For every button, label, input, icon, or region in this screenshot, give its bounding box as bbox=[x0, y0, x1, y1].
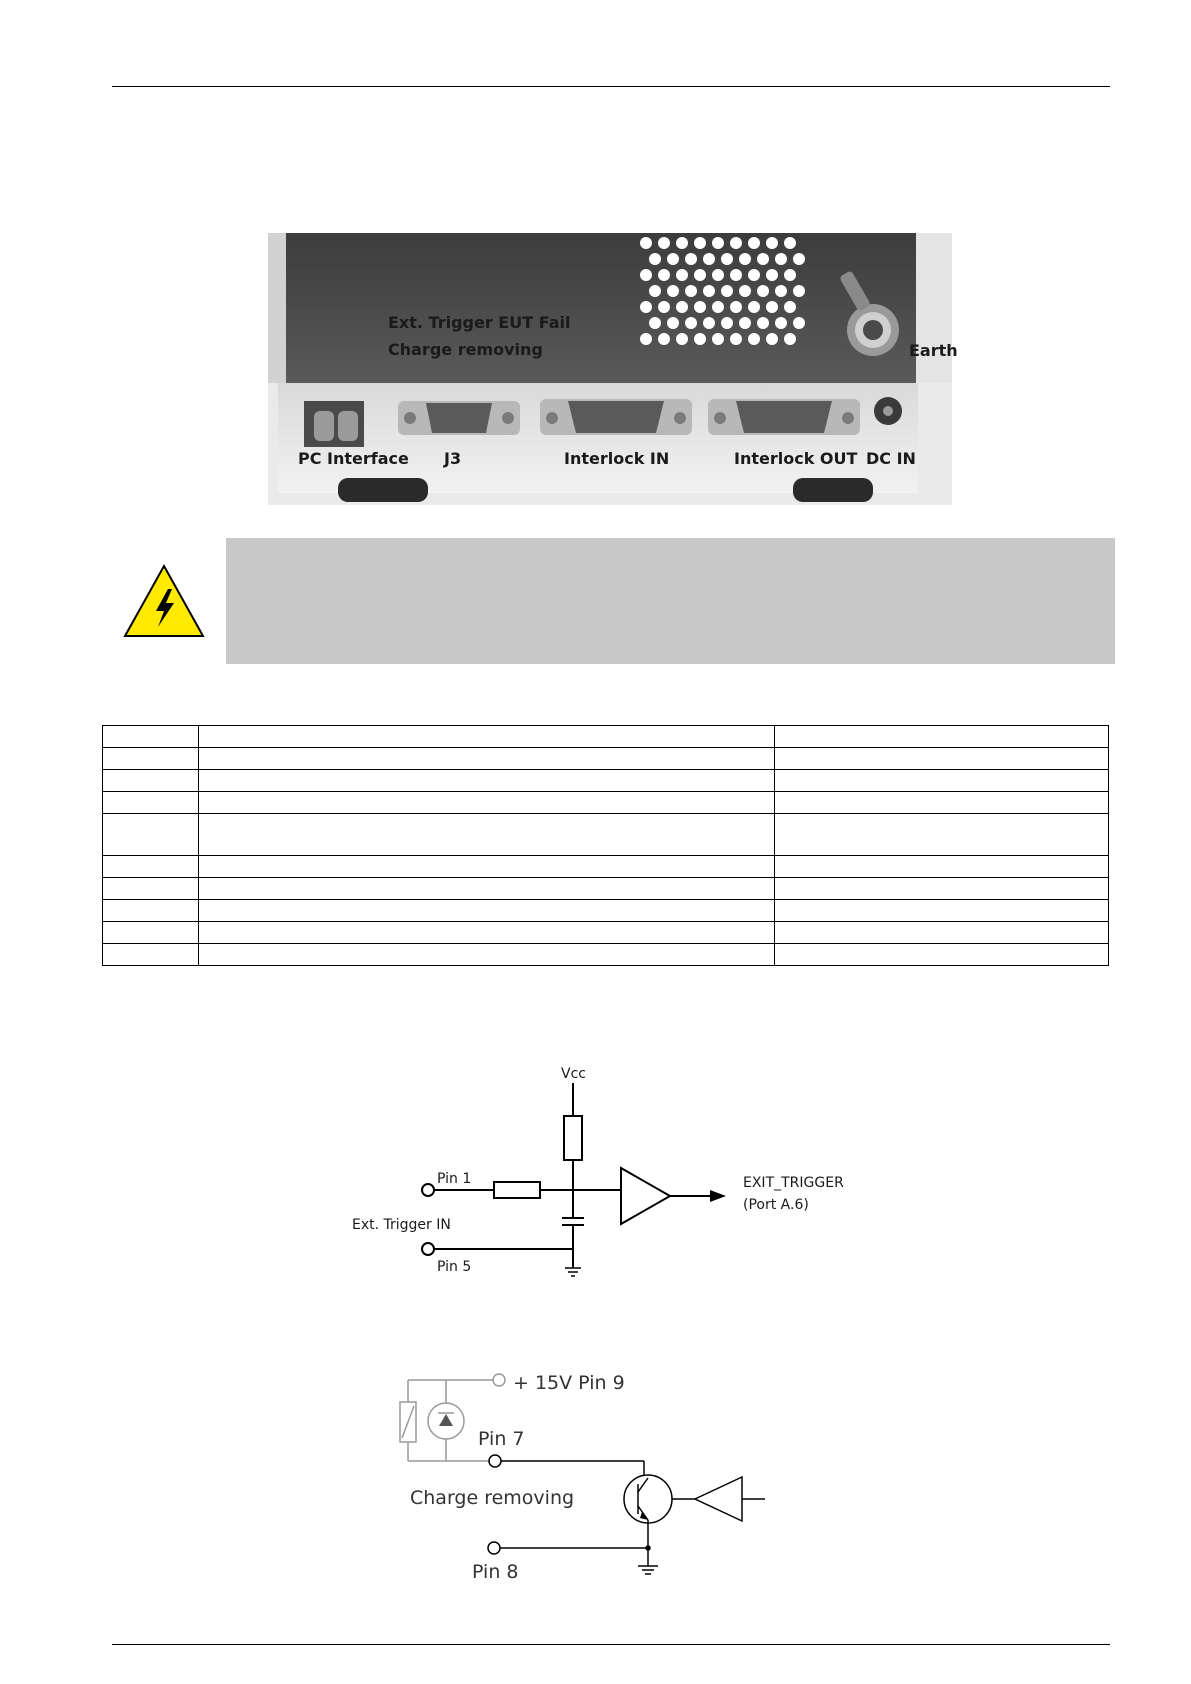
pin8-terminal bbox=[488, 1542, 500, 1554]
table-row bbox=[103, 922, 1109, 944]
pin1-terminal bbox=[422, 1184, 434, 1196]
pin-table bbox=[102, 725, 1109, 966]
table-cell bbox=[103, 878, 199, 900]
vent-hole bbox=[649, 253, 661, 265]
vent-hole bbox=[640, 333, 652, 345]
table-cell bbox=[199, 748, 775, 770]
vent-hole bbox=[793, 317, 805, 329]
label-ext-trigger: Ext. Trigger EUT Fail bbox=[388, 313, 571, 332]
pin7-terminal bbox=[489, 1455, 501, 1467]
vent-hole bbox=[676, 269, 688, 281]
vent-hole bbox=[730, 301, 742, 313]
vent-hole bbox=[712, 269, 724, 281]
vent-hole bbox=[703, 317, 715, 329]
vent-hole bbox=[748, 237, 760, 249]
series-resistor bbox=[494, 1182, 540, 1198]
vent-hole bbox=[676, 333, 688, 345]
table-row bbox=[103, 726, 1109, 748]
pin9-label: + 15V Pin 9 bbox=[513, 1372, 625, 1394]
vent-hole bbox=[640, 301, 652, 313]
vent-hole bbox=[694, 301, 706, 313]
vent-hole bbox=[775, 285, 787, 297]
vent-hole bbox=[649, 317, 661, 329]
vent-hole bbox=[658, 237, 670, 249]
table-cell bbox=[775, 856, 1109, 878]
vent-hole bbox=[721, 253, 733, 265]
vent-hole bbox=[703, 253, 715, 265]
vent-hole bbox=[730, 237, 742, 249]
table-cell bbox=[775, 770, 1109, 792]
pin5-terminal bbox=[422, 1243, 434, 1255]
vent-hole bbox=[757, 285, 769, 297]
vent-hole bbox=[694, 237, 706, 249]
vent-hole bbox=[694, 333, 706, 345]
high-voltage-warning-icon bbox=[122, 563, 206, 639]
label-pc-interface: PC Interface bbox=[298, 449, 409, 468]
vent-hole bbox=[640, 269, 652, 281]
pin5-label: Pin 5 bbox=[437, 1259, 472, 1275]
pin7-label: Pin 7 bbox=[478, 1428, 525, 1450]
vent-hole bbox=[721, 317, 733, 329]
table-cell bbox=[103, 856, 199, 878]
ext-trigger-circuit-diagram bbox=[340, 1058, 880, 1283]
transistor-icon bbox=[624, 1475, 672, 1523]
table-row bbox=[103, 814, 1109, 856]
table-cell bbox=[103, 770, 199, 792]
vent-hole bbox=[667, 285, 679, 297]
table-cell bbox=[199, 726, 775, 748]
device-rear-panel-photo bbox=[268, 233, 958, 505]
vent-hole bbox=[730, 333, 742, 345]
vent-hole bbox=[784, 333, 796, 345]
vent-hole bbox=[676, 237, 688, 249]
table-cell bbox=[775, 814, 1109, 856]
vent-hole bbox=[667, 317, 679, 329]
table-cell bbox=[103, 726, 199, 748]
label-interlock-out: Interlock OUT bbox=[734, 449, 858, 468]
vent-hole bbox=[793, 285, 805, 297]
label-interlock-in: Interlock IN bbox=[564, 449, 670, 468]
vent-hole bbox=[685, 285, 697, 297]
vent-hole bbox=[739, 317, 751, 329]
buffer-amplifier bbox=[621, 1168, 670, 1224]
ground-icon bbox=[638, 1566, 658, 1574]
output-arrow-icon bbox=[710, 1190, 726, 1202]
interlock-in-connector bbox=[540, 399, 692, 435]
table-cell bbox=[199, 856, 775, 878]
table-cell bbox=[103, 814, 199, 856]
vcc-label: Vcc bbox=[561, 1066, 586, 1082]
ext-trigger-in-label: Ext. Trigger IN bbox=[352, 1217, 451, 1233]
table-cell bbox=[775, 726, 1109, 748]
vent-hole bbox=[703, 285, 715, 297]
table-cell bbox=[199, 900, 775, 922]
warning-box bbox=[226, 538, 1115, 664]
vent-hole bbox=[784, 237, 796, 249]
driver-amplifier bbox=[695, 1477, 742, 1521]
vent-hole bbox=[712, 301, 724, 313]
vent-hole bbox=[712, 237, 724, 249]
vent-hole bbox=[739, 253, 751, 265]
vent-hole bbox=[685, 253, 697, 265]
label-j3: J3 bbox=[444, 449, 462, 468]
label-dc-in: DC IN bbox=[866, 449, 916, 468]
port-label: (Port A.6) bbox=[743, 1197, 809, 1213]
table-cell bbox=[775, 922, 1109, 944]
vent-hole bbox=[694, 269, 706, 281]
table-cell bbox=[775, 748, 1109, 770]
vent-hole bbox=[739, 285, 751, 297]
table-cell bbox=[103, 922, 199, 944]
table-cell bbox=[199, 814, 775, 856]
vent-hole bbox=[658, 301, 670, 313]
table-row bbox=[103, 900, 1109, 922]
table-cell bbox=[775, 878, 1109, 900]
table-cell bbox=[775, 900, 1109, 922]
vent-hole bbox=[712, 333, 724, 345]
table-cell bbox=[103, 944, 199, 966]
vent-hole bbox=[748, 269, 760, 281]
j3-connector bbox=[398, 401, 520, 435]
charge-removing-circuit-diagram bbox=[390, 1360, 810, 1585]
pin8-label: Pin 8 bbox=[472, 1561, 519, 1583]
vent-hole bbox=[766, 237, 778, 249]
vent-hole bbox=[793, 253, 805, 265]
table-cell bbox=[103, 900, 199, 922]
pullup-resistor bbox=[564, 1116, 582, 1160]
vent-hole bbox=[784, 301, 796, 313]
vent-hole bbox=[784, 269, 796, 281]
vent-hole bbox=[640, 237, 652, 249]
vent-hole bbox=[658, 333, 670, 345]
vent-hole bbox=[775, 253, 787, 265]
table-row bbox=[103, 748, 1109, 770]
vent-hole bbox=[775, 317, 787, 329]
footer-rule bbox=[112, 1644, 1110, 1645]
vent-hole bbox=[757, 253, 769, 265]
vent-hole bbox=[748, 333, 760, 345]
charge-removing-label: Charge removing bbox=[410, 1487, 575, 1509]
pin1-label: Pin 1 bbox=[437, 1171, 472, 1187]
vent-hole bbox=[730, 269, 742, 281]
table-cell bbox=[199, 792, 775, 814]
vent-hole bbox=[766, 269, 778, 281]
table-cell bbox=[103, 792, 199, 814]
vent-hole bbox=[766, 301, 778, 313]
dc-in-jack bbox=[874, 397, 902, 425]
label-charge-removing: Charge removing bbox=[388, 340, 543, 359]
vent-hole bbox=[667, 253, 679, 265]
table-cell bbox=[775, 792, 1109, 814]
vent-hole bbox=[757, 317, 769, 329]
table-row bbox=[103, 878, 1109, 900]
table-row bbox=[103, 770, 1109, 792]
vent-hole bbox=[766, 333, 778, 345]
ground-icon bbox=[565, 1268, 581, 1276]
vent-hole bbox=[685, 317, 697, 329]
label-earth: Earth bbox=[909, 341, 958, 360]
table-row bbox=[103, 792, 1109, 814]
interlock-out-connector bbox=[708, 399, 860, 435]
header-rule bbox=[112, 86, 1110, 87]
table-cell bbox=[103, 748, 199, 770]
pin9-terminal bbox=[493, 1374, 505, 1386]
table-cell bbox=[199, 878, 775, 900]
table-cell bbox=[775, 944, 1109, 966]
table-row bbox=[103, 944, 1109, 966]
pc-interface-port bbox=[304, 401, 364, 447]
vent-hole bbox=[676, 301, 688, 313]
vent-hole bbox=[649, 285, 661, 297]
table-cell bbox=[199, 770, 775, 792]
exit-trigger-label: EXIT_TRIGGER bbox=[743, 1175, 844, 1191]
vent-hole bbox=[658, 269, 670, 281]
vent-hole bbox=[721, 285, 733, 297]
table-cell bbox=[199, 944, 775, 966]
table-cell bbox=[199, 922, 775, 944]
vent-hole bbox=[748, 301, 760, 313]
table-row bbox=[103, 856, 1109, 878]
